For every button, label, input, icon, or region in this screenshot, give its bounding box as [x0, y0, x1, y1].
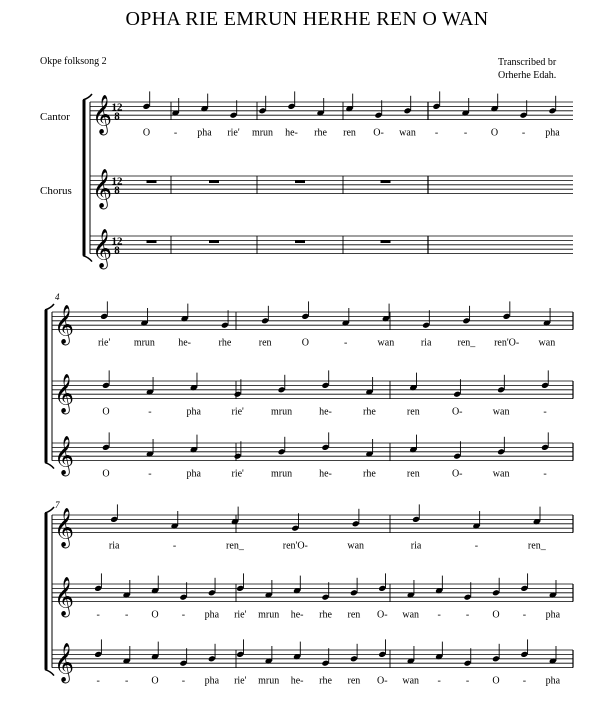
time-signature-denominator: 8: [114, 184, 120, 197]
lyric-syllable: ren: [258, 337, 272, 349]
lyric-syllable: rhe: [363, 406, 376, 418]
lyric-syllable: wan: [492, 406, 510, 418]
treble-clef: 𝄞: [91, 94, 113, 135]
whole-rest: [147, 180, 157, 183]
lyric-syllable: O: [102, 468, 110, 480]
lyric-syllable: rie': [97, 337, 111, 349]
lyric-syllable: pha: [186, 468, 201, 480]
lyric-syllable: ren: [347, 675, 361, 687]
lyric-syllable: -: [434, 127, 439, 139]
lyric-syllable: wan: [399, 127, 416, 139]
time-signature-numerator: 12: [111, 175, 123, 188]
time-signature-denominator: 8: [114, 110, 120, 123]
lyric-syllable: O-: [451, 468, 463, 480]
lyric-syllable: he-: [290, 609, 304, 621]
lyric-syllable: ria: [410, 540, 422, 552]
lyric-syllable: O: [102, 406, 110, 418]
lyric-syllable: O: [151, 609, 159, 621]
lyric-syllable: rie': [234, 675, 247, 687]
lyric-syllable: he-: [290, 675, 304, 687]
lyric-syllable: wan: [402, 675, 420, 687]
lyric-syllable: ren_: [527, 540, 546, 552]
whole-rest: [381, 240, 391, 243]
lyric-syllable: rie': [231, 468, 244, 480]
bracket-top-hook: [45, 507, 54, 513]
lyric-syllable: -: [181, 609, 186, 621]
whole-rest: [209, 240, 219, 243]
lyric-syllable: -: [463, 127, 468, 139]
lyric-syllable: ren: [343, 127, 356, 139]
lyric-syllable: ria: [420, 337, 432, 349]
lyric-syllable: mrun: [133, 337, 155, 349]
lyric-syllable: rie': [231, 406, 244, 418]
lyric-syllable: O: [490, 127, 499, 139]
lyric-syllable: O-: [373, 127, 384, 139]
lyric-syllable: rhe: [319, 675, 332, 687]
part-label-cantor: Cantor: [40, 111, 70, 123]
score-subtitle: Okpe folksong 2: [40, 56, 107, 67]
treble-clef: 𝄞: [53, 435, 75, 476]
lyric-syllable: he-: [178, 337, 192, 349]
lyric-syllable: O: [151, 675, 159, 687]
lyric-syllable: O-: [377, 609, 388, 621]
treble-clef: 𝄞: [53, 373, 75, 414]
lyric-syllable: rhe: [218, 337, 232, 349]
lyric-syllable: ren: [347, 609, 361, 621]
lyric-syllable: rhe: [363, 468, 376, 480]
lyric-syllable: O: [492, 609, 500, 621]
whole-rest: [295, 240, 305, 243]
lyric-syllable: mrun: [258, 675, 280, 687]
lyric-syllable: -: [437, 675, 441, 687]
lyric-syllable: pha: [197, 127, 212, 139]
lyric-syllable: pha: [204, 609, 220, 621]
lyric-syllable: ria: [108, 540, 120, 552]
lyric-syllable: -: [522, 609, 527, 621]
measure-number-system-3: 7: [55, 500, 60, 510]
lyric-syllable: -: [96, 675, 100, 687]
lyric-syllable: mrun: [271, 468, 293, 480]
lyric-syllable: -: [474, 540, 479, 552]
lyric-syllable: -: [148, 406, 152, 418]
lyric-syllable: O: [142, 127, 151, 139]
lyric-syllable: mrun: [251, 127, 274, 139]
lyric-syllable: rhe: [314, 127, 327, 139]
lyric-syllable: -: [543, 468, 547, 480]
measure-number-system-2: 4: [55, 292, 60, 302]
lyric-syllable: wan: [492, 468, 510, 480]
lyric-syllable: rhe: [319, 609, 332, 621]
lyric-syllable: pha: [186, 406, 201, 418]
bracket-top-hook: [83, 94, 92, 100]
credit-line-1: Transcribed br: [498, 57, 557, 68]
lyric-syllable: wan: [538, 337, 556, 349]
lyric-syllable: ren'O-: [282, 540, 308, 552]
lyric-syllable: -: [173, 127, 178, 139]
treble-clef: 𝄞: [53, 304, 75, 345]
lyric-syllable: rie': [234, 609, 247, 621]
time-signature-denominator: 8: [114, 244, 120, 257]
lyric-syllable: ren_: [457, 337, 476, 349]
lyric-syllable: -: [148, 468, 152, 480]
lyric-syllable: O-: [451, 406, 463, 418]
treble-clef: 𝄞: [53, 642, 75, 683]
lyric-syllable: -: [96, 609, 100, 621]
lyric-syllable: pha: [545, 675, 561, 687]
lyric-syllable: O: [492, 675, 500, 687]
bracket-bottom-hook: [45, 463, 54, 469]
lyric-syllable: O-: [377, 675, 388, 687]
lyric-syllable: he-: [319, 468, 332, 480]
lyric-syllable: wan: [402, 609, 420, 621]
lyric-syllable: -: [522, 675, 527, 687]
time-signature-numerator: 12: [111, 235, 123, 248]
lyric-syllable: ren: [406, 406, 420, 418]
score-title: OPHA RIE EMRUN HERHE REN O WAN: [125, 8, 489, 30]
lyric-syllable: mrun: [271, 406, 293, 418]
treble-clef: 𝄞: [53, 507, 75, 548]
lyric-syllable: -: [172, 540, 177, 552]
lyric-syllable: ren: [406, 468, 420, 480]
bracket-top-hook: [45, 304, 54, 310]
lyric-syllable: -: [521, 127, 526, 139]
lyric-syllable: -: [465, 675, 470, 687]
lyric-syllable: O: [301, 337, 309, 349]
whole-rest: [295, 180, 305, 183]
part-label-chorus: Chorus: [40, 185, 72, 197]
lyric-syllable: -: [465, 609, 470, 621]
lyric-syllable: -: [124, 609, 129, 621]
lyric-syllable: mrun: [258, 609, 280, 621]
lyric-syllable: wan: [347, 540, 365, 552]
bracket-bottom-hook: [45, 670, 54, 676]
lyric-syllable: -: [181, 675, 186, 687]
lyric-syllable: pha: [545, 127, 560, 139]
whole-rest: [381, 180, 391, 183]
whole-rest: [209, 180, 219, 183]
credit-line-2: Orherhe Edah.: [498, 70, 557, 81]
lyric-syllable: he-: [319, 406, 332, 418]
lyric-syllable: pha: [204, 675, 220, 687]
lyric-syllable: -: [124, 675, 129, 687]
lyric-syllable: -: [543, 406, 547, 418]
bracket-bottom-hook: [83, 256, 92, 262]
whole-rest: [147, 240, 157, 243]
treble-clef: 𝄞: [53, 576, 75, 617]
lyric-syllable: ren_: [226, 540, 244, 552]
lyric-syllable: -: [437, 609, 441, 621]
treble-clef: 𝄞: [91, 228, 113, 269]
time-signature-numerator: 12: [111, 101, 123, 114]
lyric-syllable: -: [343, 337, 348, 349]
lyric-syllable: wan: [377, 337, 395, 349]
treble-clef: 𝄞: [91, 168, 113, 209]
lyric-syllable: rie': [227, 127, 240, 139]
lyric-syllable: he-: [285, 127, 298, 139]
lyric-syllable: ren'O-: [494, 337, 520, 349]
lyric-syllable: pha: [545, 609, 561, 621]
